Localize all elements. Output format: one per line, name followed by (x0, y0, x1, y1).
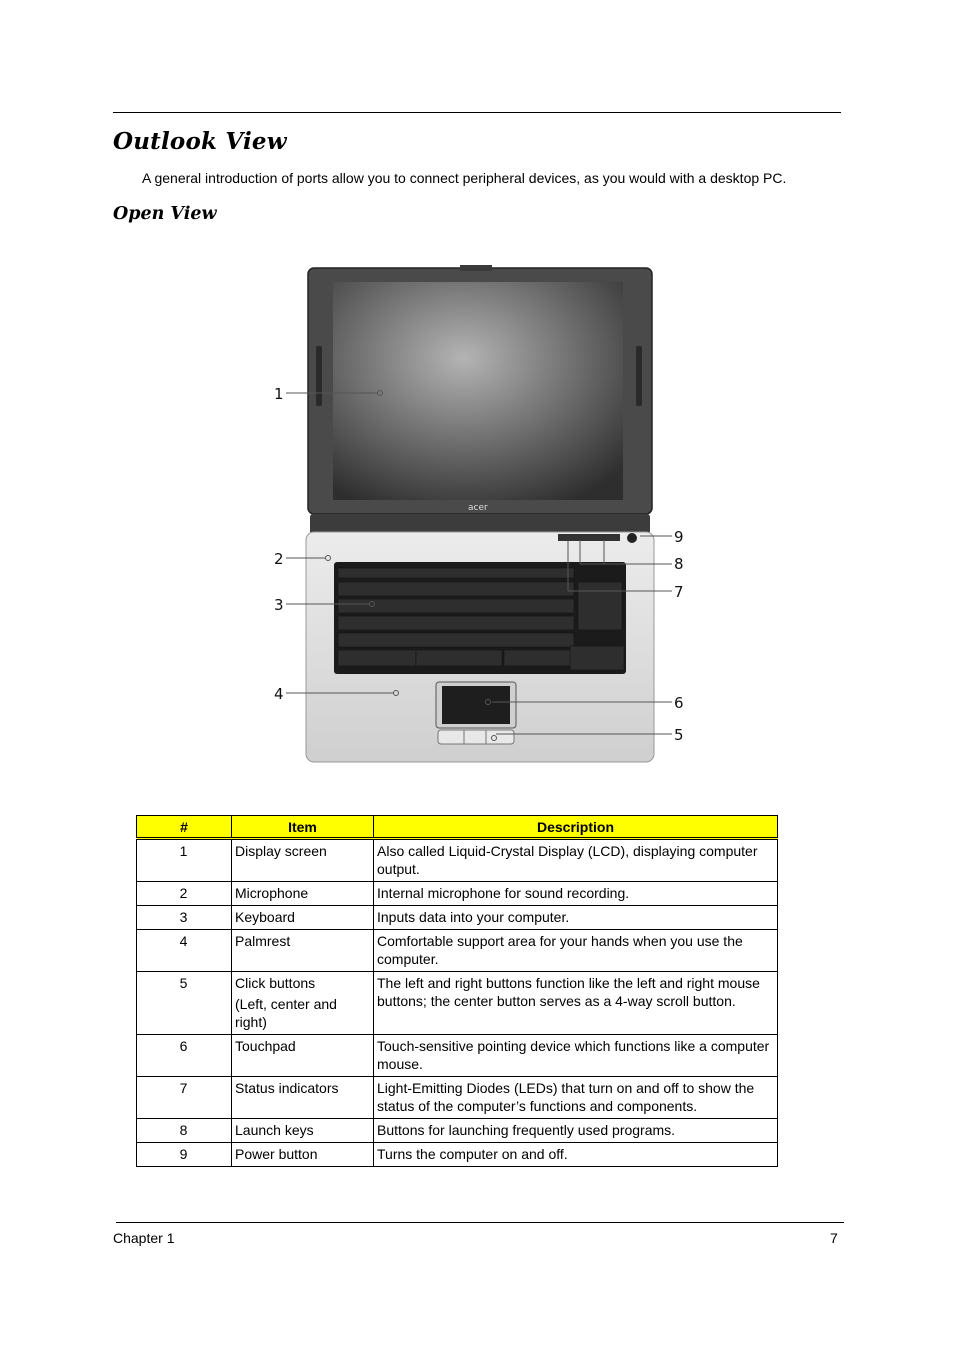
footer-chapter: Chapter 1 (113, 1230, 175, 1246)
row-description: Also called Liquid-Crystal Display (LCD), displaying computer output. (374, 839, 778, 882)
table-row (137, 930, 778, 972)
header-description: Description (374, 816, 778, 839)
row-item: Touchpad (232, 1035, 374, 1077)
callout-9: 9 (674, 528, 684, 546)
row-item: Launch keys (232, 1119, 374, 1143)
row-item-sub: (Left, center and right) (235, 996, 337, 1030)
row-item: Palmrest (232, 930, 374, 972)
header-item: Item (232, 816, 374, 839)
row-num: 6 (137, 1035, 232, 1077)
row-item: Microphone (232, 882, 374, 906)
row-description: Touch-sensitive pointing device which functions like a computer mouse. (374, 1035, 778, 1077)
row-num: 3 (137, 906, 232, 930)
callout-2: 2 (274, 550, 284, 568)
table-row (137, 882, 778, 906)
footer-page-number: 7 (830, 1230, 838, 1246)
table-row (137, 1143, 778, 1167)
callout-5: 5 (674, 726, 684, 744)
row-num: 1 (137, 839, 232, 882)
header-rule (113, 112, 841, 113)
row-description: Comfortable support area for your hands when you use the computer. (374, 930, 778, 972)
page-title: Outlook View (113, 128, 287, 155)
row-description: Internal microphone for sound recording. (374, 882, 778, 906)
row-item (232, 972, 374, 1035)
callout-1: 1 (274, 385, 284, 403)
row-num: 9 (137, 1143, 232, 1167)
intro-paragraph: A general introduction of ports allow you to connect peripheral devices, as you would with a desktop PC. (142, 170, 787, 186)
table-row (137, 1035, 778, 1077)
callout-8: 8 (674, 555, 684, 573)
row-item-main: Click buttons (235, 975, 316, 991)
footer-rule (116, 1222, 844, 1223)
acer-logo: acer (468, 503, 488, 513)
row-item: Power button (232, 1143, 374, 1167)
component-table (136, 815, 778, 1167)
row-description: Buttons for launching frequently used programs. (374, 1119, 778, 1143)
display-screen (333, 282, 623, 500)
row-description: The left and right buttons function like the left and right mouse buttons; the center button serves as a 4-way scroll button. (374, 972, 778, 1035)
row-item: Display screen (232, 839, 374, 882)
laptop-open-view-figure (260, 262, 700, 768)
row-item: Keyboard (232, 906, 374, 930)
row-description: Turns the computer on and off. (374, 1143, 778, 1167)
callout-6: 6 (674, 694, 684, 712)
row-num: 5 (137, 972, 232, 1035)
table-row (137, 972, 778, 1035)
row-num: 2 (137, 882, 232, 906)
row-item: Status indicators (232, 1077, 374, 1119)
table-row (137, 1119, 778, 1143)
row-description: Inputs data into your computer. (374, 906, 778, 930)
table-row (137, 906, 778, 930)
callout-4: 4 (274, 685, 284, 703)
section-title: Open View (113, 204, 217, 224)
row-num: 7 (137, 1077, 232, 1119)
row-num: 4 (137, 930, 232, 972)
click-buttons (438, 730, 514, 744)
row-description: Light-Emitting Diodes (LEDs) that turn on and off to show the status of the computer’s functions and components. (374, 1077, 778, 1119)
table-header-row (137, 816, 778, 839)
table-row (137, 1077, 778, 1119)
row-num: 8 (137, 1119, 232, 1143)
table-row (137, 839, 778, 882)
header-num: # (137, 816, 232, 839)
callout-7: 7 (674, 583, 684, 601)
callout-3: 3 (274, 596, 284, 614)
